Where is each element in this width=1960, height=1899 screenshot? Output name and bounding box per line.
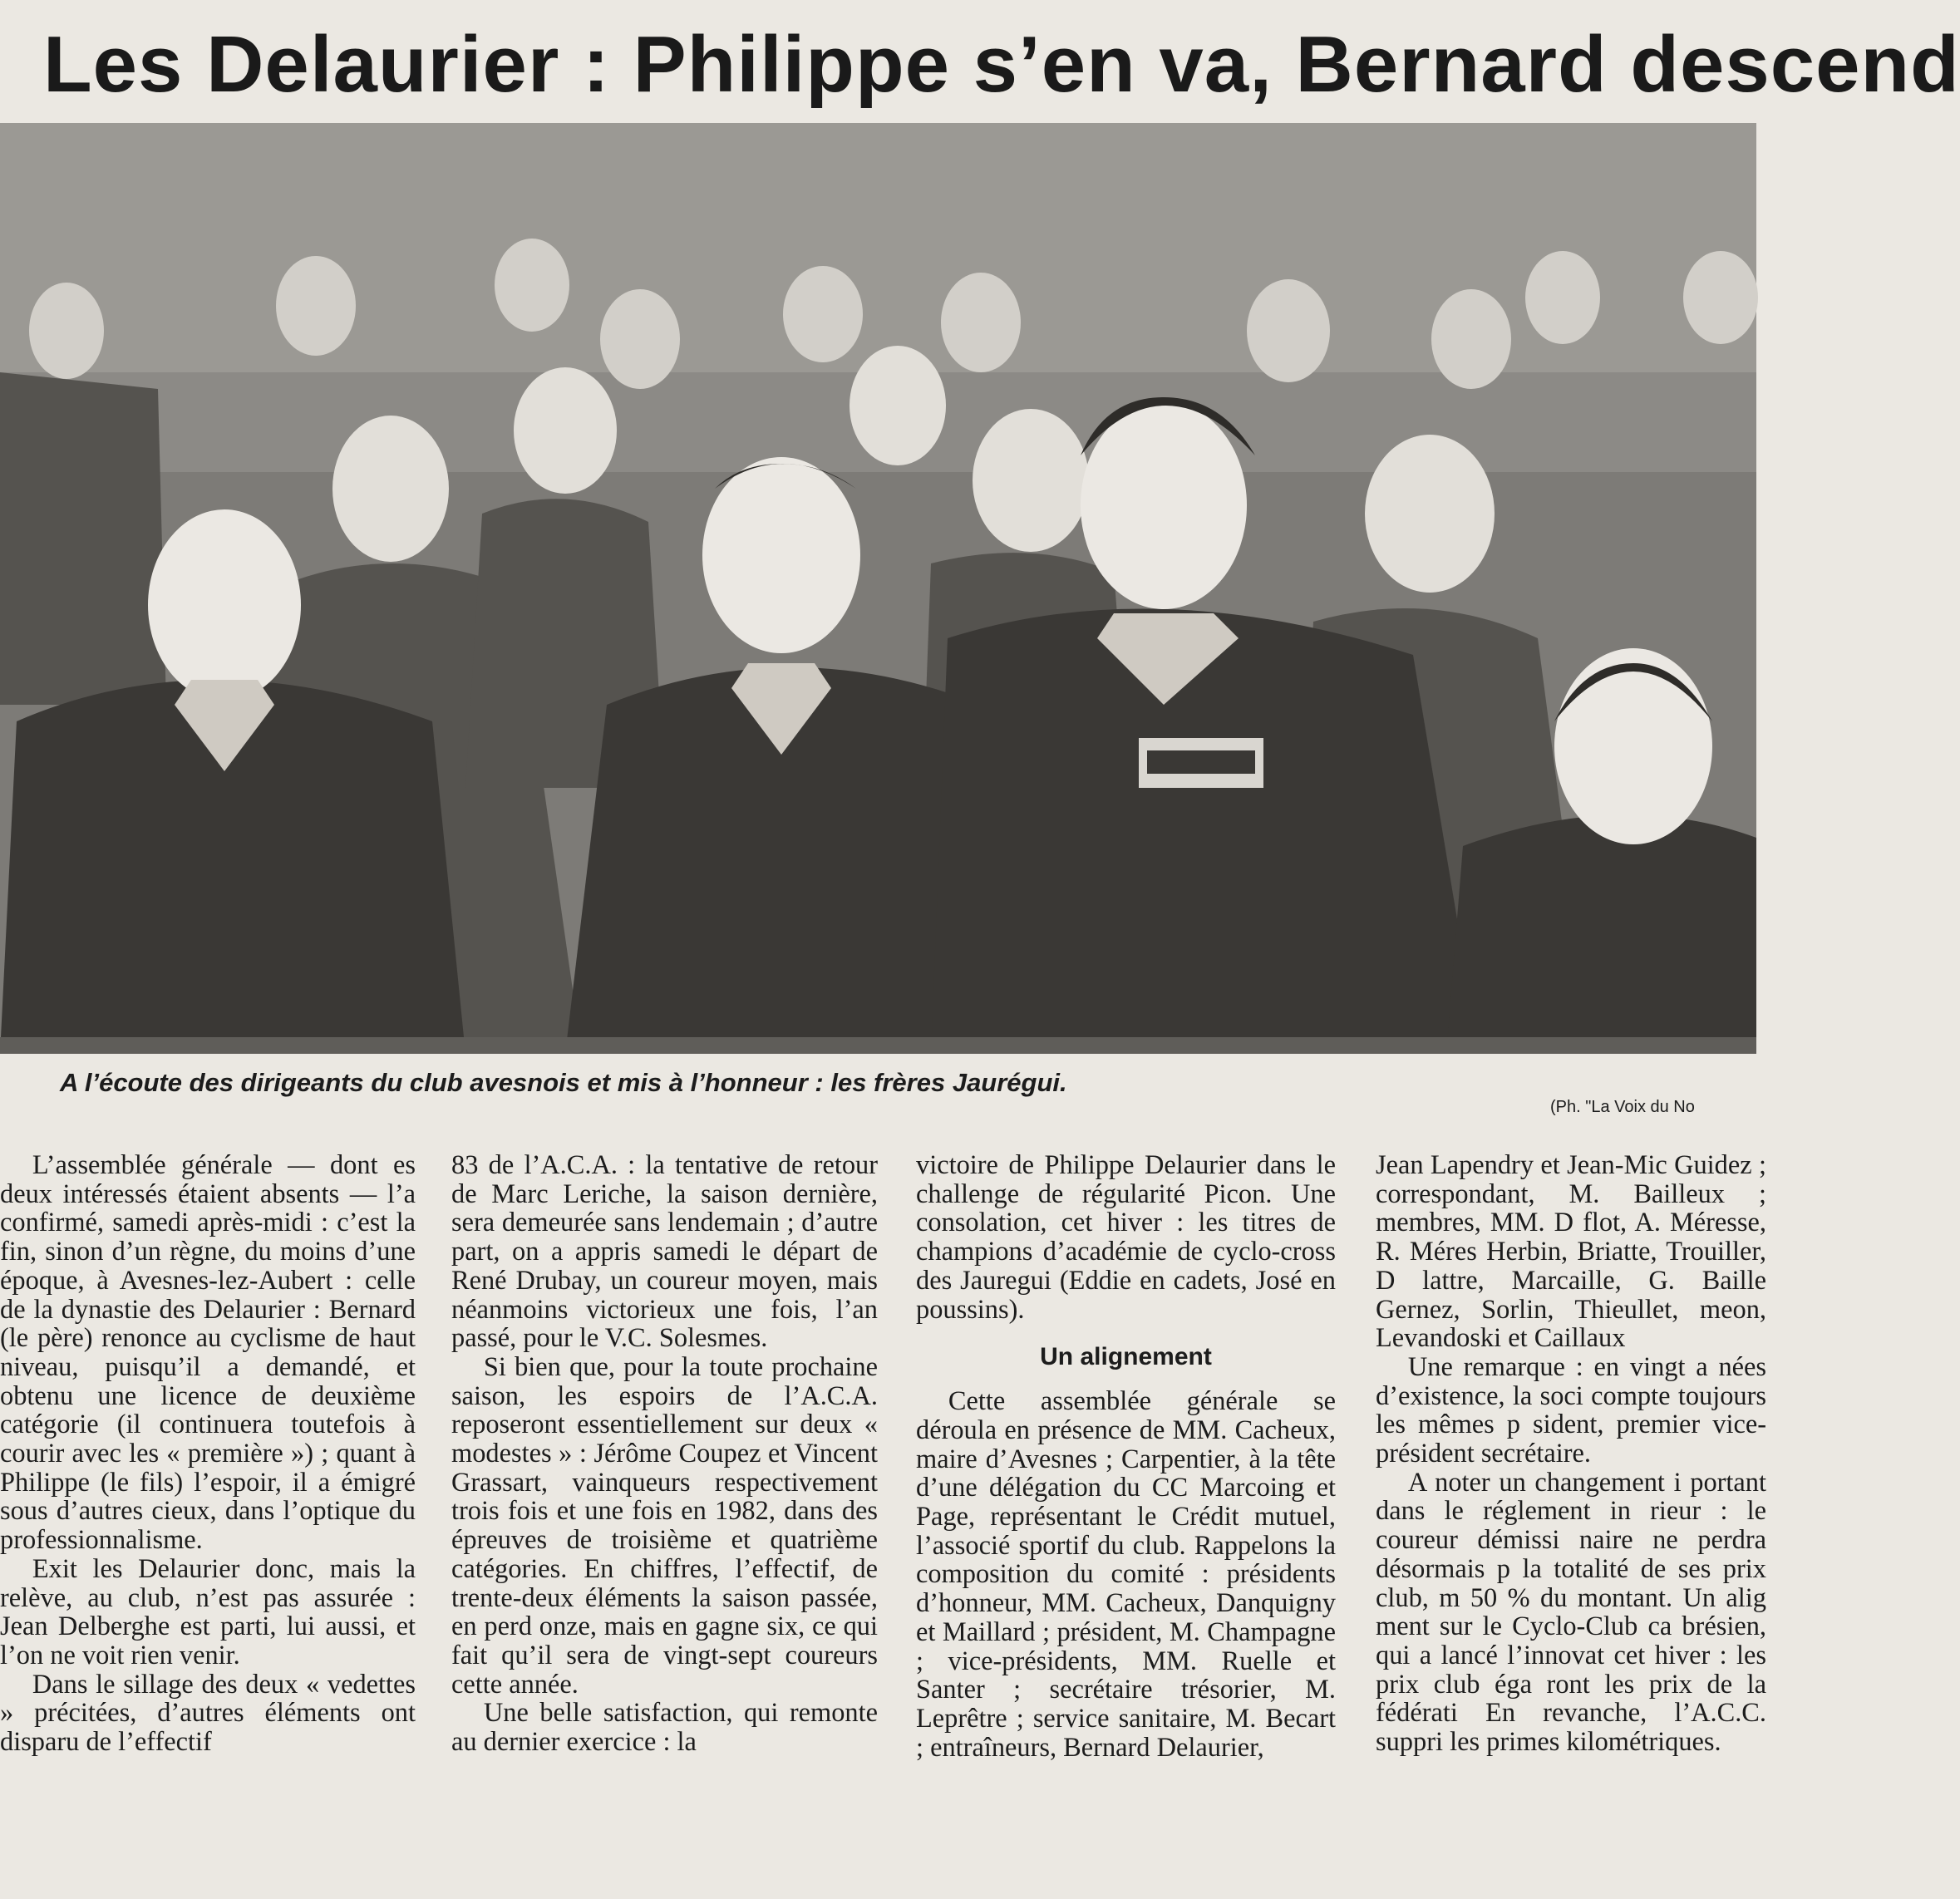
paragraph: Une belle satisfaction, qui remonte au dernier exercice : la (451, 1698, 878, 1758)
photo-credit: (Ph. "La Voix du No (1550, 1098, 1695, 1116)
article-headline: Les Delaurier : Philippe s’en va, Bernard descend (43, 20, 1960, 109)
paragraph: Une remarque : en vingt a nées d’existence, la soci compte toujours les mêmes p sident, premier vice-président secrétaire. (1376, 1351, 1766, 1469)
paragraph: Exit les Delaurier donc, mais la relève, au club, n’est pas assurée : Jean Delberghe est parti, lui aussi, et l’on ne voit rien venir. (0, 1553, 416, 1670)
paragraph: Dans le sillage des deux « vedettes » précitées, d’autres éléments ont disparu de l’effectif (0, 1669, 416, 1758)
article-column-4 (1376, 1151, 1766, 1895)
paragraph: 83 de l’A.C.A. : la tentative de retour de Marc Leriche, la saison dernière, sera demeurée sans lendemain ; d’autre part, on a appris samedi le départ de René Drubay, un coureur moyen, mais néanmoins victorieux une fois, l’an passé, pour le V.C. Solesmes. (451, 1150, 878, 1354)
paragraph: A noter un changement i portant dans le réglement in rieur : le coureur démissi naire ne perdra désormais p la totalité de ses prix club, m 50 % du montant. Un alig ment sur le Cyclo-Club ca brésien, qui a lancé l’innovat cet hiver : les prix club éga ront les prix de la fédérati En revanche, l’A.C.C. suppri les primes kilométriques. (1376, 1467, 1766, 1758)
subheading: Un alignement (1040, 1343, 1212, 1371)
paragraph: Cette assemblée générale se déroula en présence de MM. Cacheux, maire d’Avesnes ; Carpentier, à la tête d’une délégation du CC Marcoing et Page, représentant le Crédit mutuel, l’associé sportif du club. Rappelons la composition du comité : présidents d’honneur, MM. Cacheux, Danquigny et Maillard ; président, M. Champagne ; vice-présidents, MM. Ruelle et Santer ; secrétaire trésorier, M. Leprêtre ; service sanitaire, M. Becart ; entraîneurs, Bernard Delaurier, (916, 1386, 1336, 1763)
paragraph: victoire de Philippe Delaurier dans le challenge de régularité Picon. Une consolation, cet hiver : les titres de champions d’académie de cyclo-cross des Jauregui (Eddie en cadets, José en poussins). (916, 1150, 1336, 1325)
news-photo (0, 123, 1756, 1054)
article-column-3 (916, 1151, 1336, 1895)
paragraph: L’assemblée générale — dont es deux intéressés étaient absents — l’a confirmé, samedi après-midi : c’est la fin, sinon d’un règne, du moins d’une époque, à Avesnes-lez-Aubert : celle de la dynastie des Delaurier : Bernard (le père) renonce au cyclisme de haut niveau, puisqu’il a demandé, et obtenu une licence de deuxième catégorie (il continuera toutefois à courir avec les « première ») ; quant à Philippe (le fils) l’espoir, il a émigré sous d’autres cieux, dans l’optique du professionnalisme. (0, 1150, 416, 1556)
paragraph: Jean Lapendry et Jean-Mic Guidez ; correspondant, M. Bailleux ; membres, MM. D flot, A. Méresse, R. Méres Herbin, Briatte, Trouiller, D lattre, Marcaille, G. Baille Gernez, Sorlin, Thieullet, meon, Levandoski et Caillaux (1376, 1150, 1766, 1354)
photo-caption: A l’écoute des dirigeants du club avesnois et mis à l’honneur : les frères Jaurégui. (60, 1068, 1067, 1097)
article-column-2 (451, 1151, 878, 1895)
article-column-1 (0, 1151, 416, 1895)
paragraph: Si bien que, pour la toute prochaine saison, les espoirs de l’A.C.A. reposeront essentiellement sur deux « modestes » : Jérôme Coupez et Vincent Grassart, vainqueurs respectivement trois fois et une fois en 1982, dans des épreuves de troisième et quatrième catégories. En chiffres, l’effectif, de trente-deux éléments la saison passée, en perd onze, mais en gagne six, ce qui fait qu’il sera de vingt-sept coureurs cette année. (451, 1351, 878, 1700)
